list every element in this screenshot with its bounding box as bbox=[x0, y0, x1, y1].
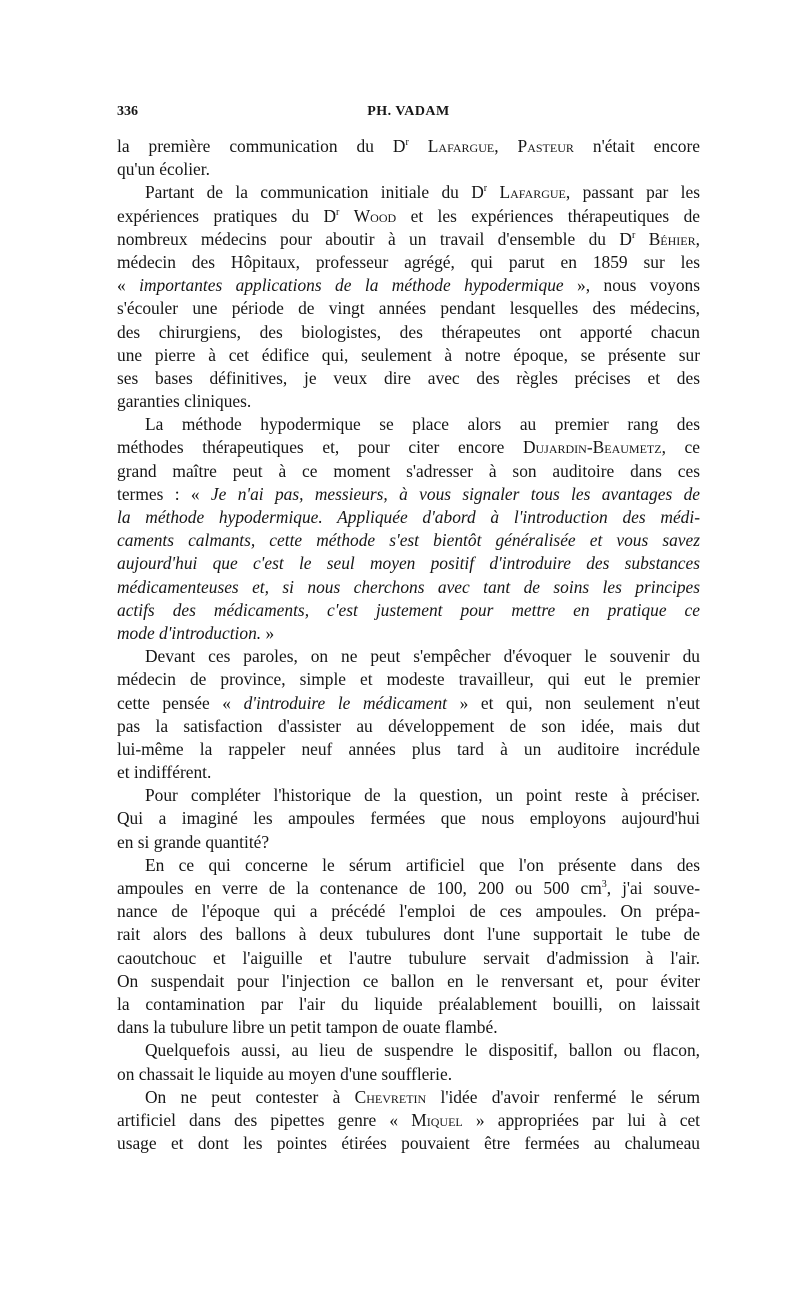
text-line bbox=[117, 993, 700, 1016]
text-segment: « bbox=[117, 275, 140, 296]
text-line bbox=[117, 344, 700, 367]
text-segment: En ce qui concerne le sérum artificiel que l'on présente dans des bbox=[145, 854, 700, 875]
text-line bbox=[117, 923, 700, 946]
text-segment: On suspendait pour l'injection ce ballon en le renversant et, pour éviter bbox=[117, 970, 700, 991]
text-line bbox=[117, 1086, 700, 1109]
quoted-text: la méthode hypodermique. Appliquée d'abord à l'introduction des médi- bbox=[117, 507, 700, 527]
text-segment: lui-même la rappeler neuf années plus tard à un auditoire incrédule bbox=[117, 738, 700, 759]
text-segment: la contamination par l'air du liquide préalablement bouilli, on laissait bbox=[117, 993, 700, 1014]
paragraph bbox=[117, 181, 700, 413]
text-segment: La méthode hypodermique se place alors au premier rang des bbox=[145, 414, 700, 435]
text-line bbox=[117, 274, 700, 297]
text-segment: n'était encore bbox=[573, 136, 700, 156]
text-segment: Quelquefois aussi, au lieu de suspendre le dispositif, ballon ou flacon, bbox=[145, 1040, 700, 1061]
text-line bbox=[117, 831, 700, 854]
text-line bbox=[117, 390, 700, 413]
text-segment: et les expériences thérapeutiques de bbox=[396, 205, 700, 226]
text-segment: , bbox=[494, 136, 518, 156]
text-segment: , j'ai souve- bbox=[606, 878, 700, 898]
text-line bbox=[117, 135, 700, 158]
text-line bbox=[117, 692, 700, 715]
text-line bbox=[117, 251, 700, 274]
text-segment: », nous voyons bbox=[563, 275, 701, 296]
text-segment: , ce bbox=[661, 437, 700, 458]
text-line bbox=[117, 205, 700, 228]
text-line bbox=[117, 645, 700, 668]
text-line bbox=[117, 228, 700, 251]
author-name: Chevretin bbox=[354, 1086, 427, 1107]
quoted-text: d'introduire le médicament bbox=[243, 692, 447, 713]
text-segment: en si grande quantité? bbox=[117, 831, 270, 852]
text-segment: r bbox=[631, 229, 636, 241]
text-line bbox=[117, 1039, 700, 1062]
text-segment: ampoules en verre de la contenance de 100, 200 ou 500 cm bbox=[117, 878, 602, 898]
paragraph bbox=[117, 413, 700, 645]
paragraph bbox=[117, 1086, 700, 1156]
running-head: PH. VADAM bbox=[367, 104, 450, 119]
text-segment: rait alors des ballons à deux tubulures dont l'une supportait le tube de bbox=[117, 924, 700, 945]
text-line bbox=[117, 529, 700, 552]
text-segment: r bbox=[336, 206, 340, 218]
text-segment: expériences pratiques du D bbox=[117, 205, 336, 226]
text-line bbox=[117, 436, 700, 459]
text-segment: Pour compléter l'historique de la question, un point reste à préciser. bbox=[145, 785, 700, 806]
quoted-text: Je n'ai pas, messieurs, à vous signaler tous les avantages de bbox=[210, 483, 700, 504]
text-line bbox=[117, 1132, 700, 1155]
text-segment: s'écouler une période de vingt années pendant lesquelles des médecins, bbox=[117, 298, 700, 319]
text-line bbox=[117, 1109, 700, 1132]
text-segment bbox=[409, 136, 428, 156]
text-line bbox=[117, 297, 700, 320]
text-line bbox=[117, 367, 700, 390]
text-segment: on chassait le liquide au moyen d'une soufflerie. bbox=[117, 1063, 453, 1084]
text-segment: Partant de la communication initiale du D bbox=[145, 182, 484, 203]
text-segment: cette pensée « bbox=[117, 692, 244, 713]
text-segment: des chirurgiens, des biologistes, des thérapeutes ont apporté chacun bbox=[117, 321, 700, 342]
text-segment: l'idée d'avoir renfermé le sérum bbox=[426, 1086, 700, 1107]
text-line bbox=[117, 854, 700, 877]
author-name: Miquel bbox=[411, 1109, 463, 1130]
text-segment: médecin des Hôpitaux, professeur agrégé, qui parut en 1859 sur les bbox=[117, 251, 700, 272]
text-segment: dans la tubulure libre un petit tampon de ouate flambé. bbox=[117, 1017, 498, 1038]
quoted-text: mode d'introduction. bbox=[117, 622, 262, 643]
text-line bbox=[117, 413, 700, 436]
text-segment: Qui a imaginé les ampoules fermées que nous employons aujourd'hui bbox=[117, 808, 700, 829]
text-line bbox=[117, 738, 700, 761]
paragraph bbox=[117, 1039, 700, 1085]
text-segment: et indifférent. bbox=[117, 762, 212, 783]
text-segment: , passant par les bbox=[565, 182, 700, 203]
author-name: Pasteur bbox=[517, 136, 574, 156]
text-segment: » et qui, non seulement n'eut bbox=[447, 692, 700, 713]
text-segment: grand maître peut à ce moment s'adresser à son auditoire dans ces bbox=[117, 460, 700, 481]
text-line bbox=[117, 970, 700, 993]
text-line bbox=[117, 668, 700, 691]
author-name: Wood bbox=[353, 205, 397, 226]
text-segment: la première communication du D bbox=[117, 136, 406, 156]
author-name: Lafargue bbox=[427, 136, 495, 156]
text-segment: nance de l'époque qui a précédé l'emploi de ces ampoules. On prépa- bbox=[117, 901, 700, 922]
quoted-text: médicamenteuses et, si nous cherchons avec tant de soins les principes bbox=[117, 576, 700, 597]
text-segment: médecin de province, simple et modeste travailleur, qui eut le premier bbox=[117, 669, 700, 690]
text-line bbox=[117, 877, 700, 900]
author-name: Béhier bbox=[648, 228, 696, 249]
text-line bbox=[117, 506, 700, 529]
text-segment bbox=[487, 182, 499, 202]
text-line bbox=[117, 321, 700, 344]
paragraph bbox=[117, 645, 700, 784]
text-segment: r bbox=[483, 183, 488, 195]
paragraph bbox=[117, 854, 700, 1040]
text-line bbox=[117, 807, 700, 830]
text-line bbox=[117, 784, 700, 807]
text-line bbox=[117, 761, 700, 784]
text-line bbox=[117, 622, 700, 645]
text-line bbox=[117, 552, 700, 575]
text-segment: » appropriées par lui à cet bbox=[462, 1109, 701, 1130]
text-line bbox=[117, 715, 700, 738]
text-segment: termes : « bbox=[117, 483, 211, 504]
author-name: Lafargue bbox=[499, 182, 566, 203]
text-line bbox=[117, 576, 700, 599]
quoted-text: aujourd'hui que c'est le seul moyen positif d'introduire des substances bbox=[117, 553, 700, 574]
text-segment: artificiel dans des pipettes genre « bbox=[117, 1109, 412, 1130]
text-segment: garanties cliniques. bbox=[117, 391, 252, 412]
text-segment: caoutchouc et l'aiguille et l'autre tubulure servait d'admission à l'air. bbox=[117, 947, 700, 968]
text-segment: r bbox=[405, 137, 409, 149]
page-number: 336 bbox=[117, 104, 138, 119]
author-name: Dujardin-Beaumetz bbox=[522, 437, 662, 458]
quoted-text: caments calmants, cette méthode s'est bientôt généralisée et vous savez bbox=[117, 530, 700, 551]
text-segment bbox=[635, 229, 648, 249]
text-segment: Devant ces paroles, on ne peut s'empêcher d'évoquer le souvenir du bbox=[145, 646, 700, 667]
paragraph bbox=[117, 784, 700, 854]
text-segment: usage et dont les pointes étirées pouvaient être fermées au chalumeau bbox=[117, 1133, 700, 1154]
text-segment: On ne peut contester à bbox=[145, 1086, 355, 1107]
text-segment: » bbox=[261, 622, 275, 643]
text-segment: nombreux médecins pour aboutir à un travail d'ensemble du D bbox=[117, 228, 632, 249]
quoted-text: actifs des médicaments, c'est justement pour mettre en pratique ce bbox=[117, 599, 700, 620]
text-segment: ses bases définitives, je veux dire avec des règles précises et des bbox=[117, 367, 700, 388]
text-segment bbox=[339, 206, 353, 226]
text-line bbox=[117, 1063, 700, 1086]
text-line bbox=[117, 599, 700, 622]
page-header bbox=[117, 104, 700, 124]
text-segment: 3 bbox=[601, 879, 607, 891]
text-line bbox=[117, 158, 700, 181]
text-segment: pas la satisfaction d'assister au développement de son idée, mais dut bbox=[117, 715, 700, 736]
text-segment: une pierre à cet édifice qui, seulement à notre époque, se présente sur bbox=[117, 344, 700, 365]
text-segment: , bbox=[695, 228, 700, 249]
text-segment: qu'un écolier. bbox=[117, 159, 210, 180]
body-text bbox=[117, 135, 700, 1155]
text-line bbox=[117, 483, 700, 506]
text-line bbox=[117, 947, 700, 970]
text-segment: méthodes thérapeutiques et, pour citer encore bbox=[117, 437, 523, 458]
text-line bbox=[117, 460, 700, 483]
text-line bbox=[117, 181, 700, 204]
quoted-text: importantes applications de la méthode hypodermique bbox=[139, 275, 564, 296]
text-line bbox=[117, 900, 700, 923]
paragraph bbox=[117, 135, 700, 181]
text-line bbox=[117, 1016, 700, 1039]
